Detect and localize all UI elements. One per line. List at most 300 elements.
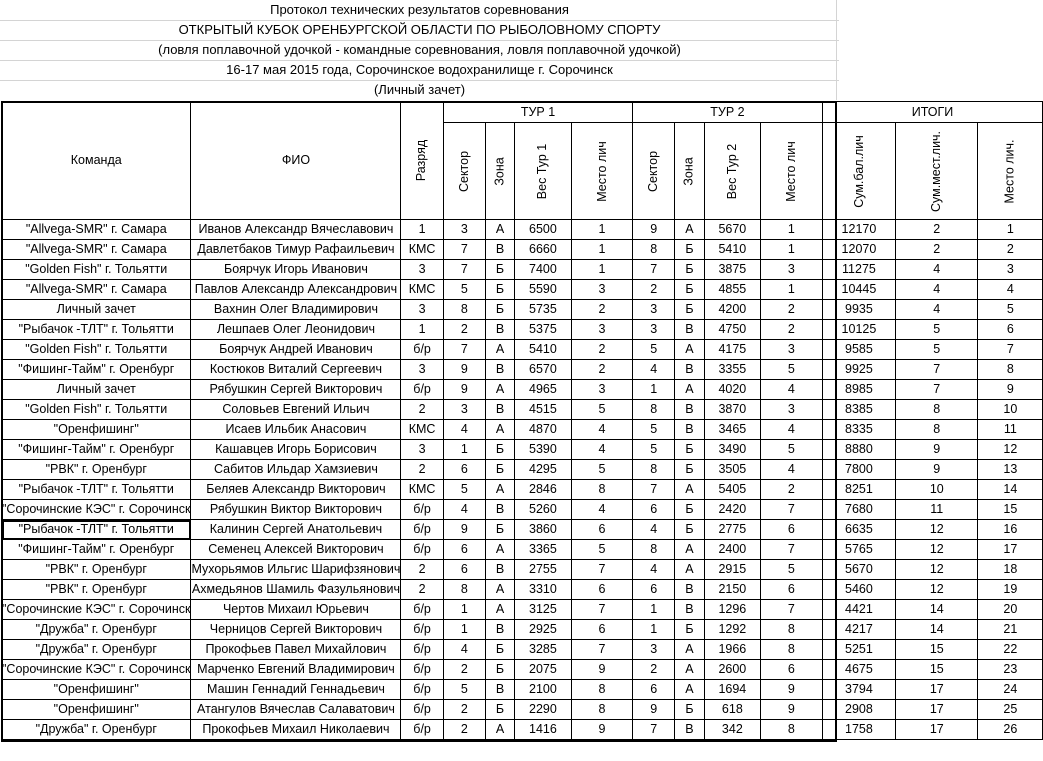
cell-name[interactable]: Боярчук Андрей Иванович [191, 340, 401, 360]
cell-sum-place[interactable]: 14 [896, 600, 978, 620]
cell-sum-place[interactable]: 5 [896, 340, 978, 360]
cell-zone2[interactable]: В [675, 600, 704, 620]
cell-sum-score[interactable]: 9925 [822, 360, 896, 380]
cell-sum-place[interactable]: 10 [896, 480, 978, 500]
cell-team[interactable]: "Фишинг-Тайм" г. Оренбург [2, 360, 191, 380]
cell-team[interactable]: Личный зачет [2, 300, 191, 320]
cell-place1[interactable]: 5 [571, 400, 633, 420]
cell-rank[interactable]: б/р [401, 540, 443, 560]
cell-sum-place[interactable]: 12 [896, 560, 978, 580]
cell-sum-place[interactable]: 12 [896, 540, 978, 560]
cell-sector2[interactable]: 1 [633, 380, 675, 400]
cell-sector2[interactable]: 7 [633, 260, 675, 280]
cell-sector2[interactable]: 6 [633, 500, 675, 520]
cell-name[interactable]: Прокофьев Павел Михайлович [191, 640, 401, 660]
cell-name[interactable]: Семенец Алексей Викторович [191, 540, 401, 560]
cell-sector1[interactable]: 6 [443, 460, 485, 480]
cell-weight2[interactable]: 2150 [704, 580, 760, 600]
cell-weight1[interactable]: 2846 [515, 480, 571, 500]
cell-team[interactable]: "Сорочинские КЭС" г. Сорочинск [2, 500, 191, 520]
cell-team[interactable]: Личный зачет [2, 380, 191, 400]
cell-sector1[interactable]: 2 [443, 320, 485, 340]
cell-sector1[interactable]: 2 [443, 720, 485, 740]
cell-final-place[interactable]: 25 [978, 700, 1043, 720]
cell-place2[interactable]: 1 [761, 280, 823, 300]
cell-weight1[interactable]: 4515 [515, 400, 571, 420]
cell-sector1[interactable]: 5 [443, 280, 485, 300]
cell-rank[interactable]: 2 [401, 560, 443, 580]
cell-rank[interactable]: 1 [401, 220, 443, 240]
cell-final-place[interactable]: 5 [978, 300, 1043, 320]
cell-sum-place[interactable]: 4 [896, 260, 978, 280]
cell-weight1[interactable]: 5260 [515, 500, 571, 520]
cell-sum-score[interactable]: 1758 [822, 720, 896, 740]
cell-zone2[interactable]: В [675, 400, 704, 420]
cell-zone2[interactable]: В [675, 320, 704, 340]
cell-sum-place[interactable]: 15 [896, 660, 978, 680]
cell-sum-place[interactable]: 2 [896, 220, 978, 240]
cell-weight2[interactable]: 4750 [704, 320, 760, 340]
cell-team[interactable]: "Golden Fish" г. Тольятти [2, 260, 191, 280]
cell-name[interactable]: Черницов Сергей Викторович [191, 620, 401, 640]
cell-weight2[interactable]: 3490 [704, 440, 760, 460]
cell-place1[interactable]: 6 [571, 620, 633, 640]
cell-sum-place[interactable]: 7 [896, 360, 978, 380]
cell-sector2[interactable]: 2 [633, 660, 675, 680]
cell-weight1[interactable]: 3125 [515, 600, 571, 620]
cell-sector1[interactable]: 5 [443, 480, 485, 500]
cell-place1[interactable]: 7 [571, 640, 633, 660]
cell-sum-score[interactable]: 8335 [822, 420, 896, 440]
cell-sum-score[interactable]: 2908 [822, 700, 896, 720]
cell-zone2[interactable]: А [675, 540, 704, 560]
cell-final-place[interactable]: 10 [978, 400, 1043, 420]
cell-weight2[interactable]: 1292 [704, 620, 760, 640]
cell-final-place[interactable]: 26 [978, 720, 1043, 740]
cell-zone1[interactable]: В [485, 560, 514, 580]
cell-sector2[interactable]: 5 [633, 340, 675, 360]
cell-zone2[interactable]: А [675, 480, 704, 500]
cell-sector1[interactable]: 4 [443, 500, 485, 520]
cell-team[interactable]: "Фишинг-Тайм" г. Оренбург [2, 440, 191, 460]
cell-sum-place[interactable]: 7 [896, 380, 978, 400]
cell-sum-score[interactable]: 8251 [822, 480, 896, 500]
cell-final-place[interactable]: 16 [978, 520, 1043, 540]
cell-place2[interactable]: 2 [761, 480, 823, 500]
cell-rank[interactable]: КМС [401, 240, 443, 260]
cell-sector2[interactable]: 7 [633, 720, 675, 740]
cell-weight2[interactable]: 1296 [704, 600, 760, 620]
cell-rank[interactable]: б/р [401, 720, 443, 740]
cell-zone1[interactable]: А [485, 420, 514, 440]
cell-zone2[interactable]: Б [675, 520, 704, 540]
cell-zone1[interactable]: В [485, 680, 514, 700]
cell-rank[interactable]: б/р [401, 700, 443, 720]
cell-sector2[interactable]: 9 [633, 700, 675, 720]
cell-place1[interactable]: 6 [571, 520, 633, 540]
cell-sector1[interactable]: 9 [443, 360, 485, 380]
cell-sector2[interactable]: 8 [633, 540, 675, 560]
cell-sum-place[interactable]: 11 [896, 500, 978, 520]
cell-sum-score[interactable]: 5765 [822, 540, 896, 560]
cell-zone2[interactable]: Б [675, 240, 704, 260]
cell-weight2[interactable]: 5410 [704, 240, 760, 260]
cell-place2[interactable]: 9 [761, 700, 823, 720]
cell-weight2[interactable]: 4175 [704, 340, 760, 360]
cell-rank[interactable]: б/р [401, 500, 443, 520]
cell-place2[interactable]: 3 [761, 260, 823, 280]
cell-place1[interactable]: 2 [571, 300, 633, 320]
cell-rank[interactable]: б/р [401, 640, 443, 660]
cell-final-place[interactable]: 14 [978, 480, 1043, 500]
cell-zone1[interactable]: В [485, 400, 514, 420]
cell-final-place[interactable]: 21 [978, 620, 1043, 640]
cell-sum-place[interactable]: 9 [896, 460, 978, 480]
cell-place2[interactable]: 4 [761, 460, 823, 480]
cell-sector1[interactable]: 2 [443, 660, 485, 680]
cell-sector2[interactable]: 4 [633, 560, 675, 580]
cell-zone1[interactable]: А [485, 340, 514, 360]
cell-zone1[interactable]: А [485, 480, 514, 500]
cell-weight2[interactable]: 2420 [704, 500, 760, 520]
cell-sector2[interactable]: 9 [633, 220, 675, 240]
cell-rank[interactable]: КМС [401, 420, 443, 440]
cell-name[interactable]: Рябушкин Виктор Викторович [191, 500, 401, 520]
cell-sector2[interactable]: 5 [633, 440, 675, 460]
cell-team[interactable]: "Рыбачок -ТЛТ" г. Тольятти [2, 480, 191, 500]
cell-team[interactable]: "РВК" г. Оренбург [2, 460, 191, 480]
cell-place1[interactable]: 7 [571, 600, 633, 620]
cell-team[interactable]: "РВК" г. Оренбург [2, 560, 191, 580]
cell-weight1[interactable]: 6660 [515, 240, 571, 260]
cell-name[interactable]: Чертов Михаил Юрьевич [191, 600, 401, 620]
cell-place2[interactable]: 4 [761, 380, 823, 400]
cell-final-place[interactable]: 17 [978, 540, 1043, 560]
cell-place2[interactable]: 6 [761, 660, 823, 680]
cell-sector2[interactable]: 6 [633, 580, 675, 600]
cell-sum-place[interactable]: 2 [896, 240, 978, 260]
cell-place1[interactable]: 2 [571, 340, 633, 360]
cell-zone2[interactable]: Б [675, 440, 704, 460]
cell-zone1[interactable]: А [485, 540, 514, 560]
cell-rank[interactable]: 2 [401, 400, 443, 420]
cell-place1[interactable]: 1 [571, 260, 633, 280]
cell-weight1[interactable]: 2290 [515, 700, 571, 720]
cell-sum-place[interactable]: 8 [896, 420, 978, 440]
cell-zone1[interactable]: А [485, 720, 514, 740]
cell-place1[interactable]: 9 [571, 660, 633, 680]
cell-weight2[interactable]: 342 [704, 720, 760, 740]
cell-zone1[interactable]: Б [485, 260, 514, 280]
cell-zone1[interactable]: Б [485, 460, 514, 480]
cell-final-place[interactable]: 22 [978, 640, 1043, 660]
cell-zone1[interactable]: Б [485, 640, 514, 660]
cell-rank[interactable]: 1 [401, 320, 443, 340]
cell-weight2[interactable]: 2915 [704, 560, 760, 580]
cell-place2[interactable]: 7 [761, 600, 823, 620]
cell-zone1[interactable]: В [485, 500, 514, 520]
cell-place2[interactable]: 7 [761, 540, 823, 560]
cell-place2[interactable]: 9 [761, 680, 823, 700]
cell-place1[interactable]: 4 [571, 440, 633, 460]
cell-rank[interactable]: б/р [401, 600, 443, 620]
cell-sector1[interactable]: 2 [443, 700, 485, 720]
cell-sum-score[interactable]: 4421 [822, 600, 896, 620]
cell-team[interactable]: "Фишинг-Тайм" г. Оренбург [2, 540, 191, 560]
cell-weight1[interactable]: 2925 [515, 620, 571, 640]
cell-sector2[interactable]: 3 [633, 640, 675, 660]
cell-rank[interactable]: б/р [401, 520, 443, 540]
cell-place2[interactable]: 8 [761, 640, 823, 660]
cell-zone1[interactable]: Б [485, 280, 514, 300]
cell-team[interactable]: "Дружба" г. Оренбург [2, 720, 191, 740]
cell-weight2[interactable]: 3505 [704, 460, 760, 480]
cell-sector2[interactable]: 6 [633, 680, 675, 700]
cell-place1[interactable]: 7 [571, 560, 633, 580]
cell-weight1[interactable]: 5410 [515, 340, 571, 360]
cell-place2[interactable]: 2 [761, 300, 823, 320]
cell-weight1[interactable]: 3310 [515, 580, 571, 600]
cell-weight1[interactable]: 2100 [515, 680, 571, 700]
cell-final-place[interactable]: 2 [978, 240, 1043, 260]
cell-zone1[interactable]: Б [485, 440, 514, 460]
cell-name[interactable]: Иванов Александр Вячеславович [191, 220, 401, 240]
cell-sum-score[interactable]: 5251 [822, 640, 896, 660]
cell-team[interactable]: "Golden Fish" г. Тольятти [2, 340, 191, 360]
cell-place1[interactable]: 1 [571, 240, 633, 260]
cell-zone2[interactable]: В [675, 720, 704, 740]
cell-weight2[interactable]: 4855 [704, 280, 760, 300]
cell-sum-score[interactable]: 9935 [822, 300, 896, 320]
cell-name[interactable]: Боярчук Игорь Иванович [191, 260, 401, 280]
cell-weight2[interactable]: 2400 [704, 540, 760, 560]
cell-place1[interactable]: 3 [571, 380, 633, 400]
cell-sum-place[interactable]: 8 [896, 400, 978, 420]
cell-sector1[interactable]: 7 [443, 240, 485, 260]
cell-zone2[interactable]: Б [675, 300, 704, 320]
cell-final-place[interactable]: 4 [978, 280, 1043, 300]
cell-name[interactable]: Вахнин Олег Владимирович [191, 300, 401, 320]
cell-sector1[interactable]: 3 [443, 400, 485, 420]
cell-sector2[interactable]: 3 [633, 300, 675, 320]
cell-sum-place[interactable]: 17 [896, 720, 978, 740]
cell-team[interactable]: "Оренфишинг" [2, 420, 191, 440]
cell-team[interactable]: "Оренфишинг" [2, 700, 191, 720]
cell-place2[interactable]: 5 [761, 360, 823, 380]
cell-weight2[interactable]: 1966 [704, 640, 760, 660]
cell-team[interactable]: "РВК" г. Оренбург [2, 580, 191, 600]
cell-weight2[interactable]: 3875 [704, 260, 760, 280]
cell-zone1[interactable]: В [485, 240, 514, 260]
cell-place2[interactable]: 8 [761, 720, 823, 740]
cell-weight1[interactable]: 3860 [515, 520, 571, 540]
cell-weight1[interactable]: 3285 [515, 640, 571, 660]
cell-place2[interactable]: 8 [761, 620, 823, 640]
cell-team[interactable]: "Allvega-SMR" г. Самара [2, 220, 191, 240]
cell-sum-place[interactable]: 12 [896, 580, 978, 600]
cell-place2[interactable]: 1 [761, 240, 823, 260]
cell-sum-score[interactable]: 3794 [822, 680, 896, 700]
cell-sum-score[interactable]: 8985 [822, 380, 896, 400]
cell-zone2[interactable]: Б [675, 280, 704, 300]
cell-place2[interactable]: 4 [761, 420, 823, 440]
cell-sector2[interactable]: 7 [633, 480, 675, 500]
cell-sector1[interactable]: 9 [443, 520, 485, 540]
cell-place1[interactable]: 8 [571, 480, 633, 500]
cell-sector1[interactable]: 1 [443, 440, 485, 460]
cell-name[interactable]: Атангулов Вячеслав Салаватович [191, 700, 401, 720]
cell-sector1[interactable]: 6 [443, 560, 485, 580]
cell-zone2[interactable]: Б [675, 460, 704, 480]
cell-zone1[interactable]: А [485, 580, 514, 600]
cell-final-place[interactable]: 19 [978, 580, 1043, 600]
cell-final-place[interactable]: 11 [978, 420, 1043, 440]
cell-sum-score[interactable]: 5670 [822, 560, 896, 580]
cell-sector2[interactable]: 8 [633, 460, 675, 480]
cell-sum-score[interactable]: 8880 [822, 440, 896, 460]
cell-sector1[interactable]: 4 [443, 420, 485, 440]
cell-name[interactable]: Павлов Александр Александрович [191, 280, 401, 300]
cell-zone2[interactable]: В [675, 580, 704, 600]
cell-zone2[interactable]: Б [675, 620, 704, 640]
cell-weight1[interactable]: 3365 [515, 540, 571, 560]
cell-zone2[interactable]: А [675, 640, 704, 660]
cell-sector2[interactable]: 3 [633, 320, 675, 340]
cell-place1[interactable]: 5 [571, 460, 633, 480]
cell-sum-score[interactable]: 11275 [822, 260, 896, 280]
cell-weight2[interactable]: 3870 [704, 400, 760, 420]
cell-weight2[interactable]: 1694 [704, 680, 760, 700]
cell-rank[interactable]: 2 [401, 460, 443, 480]
cell-sector1[interactable]: 5 [443, 680, 485, 700]
cell-zone1[interactable]: В [485, 360, 514, 380]
cell-sector2[interactable]: 8 [633, 240, 675, 260]
cell-name[interactable]: Давлетбаков Тимур Рафаильевич [191, 240, 401, 260]
cell-final-place[interactable]: 7 [978, 340, 1043, 360]
cell-rank[interactable]: б/р [401, 680, 443, 700]
cell-zone2[interactable]: А [675, 220, 704, 240]
cell-sum-place[interactable]: 15 [896, 640, 978, 660]
cell-place1[interactable]: 5 [571, 540, 633, 560]
cell-weight1[interactable]: 4870 [515, 420, 571, 440]
cell-zone2[interactable]: А [675, 680, 704, 700]
cell-zone2[interactable]: А [675, 660, 704, 680]
cell-team[interactable]: "Оренфишинг" [2, 680, 191, 700]
cell-sum-score[interactable]: 12170 [822, 220, 896, 240]
cell-rank[interactable]: 2 [401, 580, 443, 600]
cell-weight1[interactable]: 1416 [515, 720, 571, 740]
cell-team[interactable]: "Дружба" г. Оренбург [2, 620, 191, 640]
cell-weight1[interactable]: 6570 [515, 360, 571, 380]
cell-zone2[interactable]: Б [675, 500, 704, 520]
cell-weight1[interactable]: 4295 [515, 460, 571, 480]
cell-rank[interactable]: 3 [401, 300, 443, 320]
cell-place2[interactable]: 5 [761, 440, 823, 460]
cell-sum-place[interactable]: 17 [896, 700, 978, 720]
cell-sector2[interactable]: 5 [633, 420, 675, 440]
cell-place1[interactable]: 4 [571, 420, 633, 440]
cell-rank[interactable]: б/р [401, 660, 443, 680]
cell-weight1[interactable]: 5390 [515, 440, 571, 460]
cell-place2[interactable]: 6 [761, 580, 823, 600]
cell-name[interactable]: Кашавцев Игорь Борисович [191, 440, 401, 460]
cell-sum-score[interactable]: 4675 [822, 660, 896, 680]
cell-final-place[interactable]: 13 [978, 460, 1043, 480]
cell-zone2[interactable]: Б [675, 700, 704, 720]
cell-sum-score[interactable]: 7680 [822, 500, 896, 520]
cell-zone2[interactable]: В [675, 420, 704, 440]
cell-zone1[interactable]: Б [485, 700, 514, 720]
cell-team[interactable]: "Сорочинские КЭС" г. Сорочинск [2, 660, 191, 680]
cell-sum-score[interactable]: 12070 [822, 240, 896, 260]
cell-rank[interactable]: КМС [401, 480, 443, 500]
cell-name[interactable]: Соловьев Евгений Ильич [191, 400, 401, 420]
cell-name[interactable]: Машин Геннадий Геннадьевич [191, 680, 401, 700]
cell-rank[interactable]: 3 [401, 360, 443, 380]
cell-rank[interactable]: б/р [401, 380, 443, 400]
cell-zone1[interactable]: Б [485, 520, 514, 540]
cell-final-place[interactable]: 9 [978, 380, 1043, 400]
cell-place2[interactable]: 2 [761, 320, 823, 340]
cell-final-place[interactable]: 15 [978, 500, 1043, 520]
cell-zone1[interactable]: А [485, 380, 514, 400]
cell-weight2[interactable]: 618 [704, 700, 760, 720]
cell-name[interactable]: Мухорьямов Ильгис Шарифзянович [191, 560, 401, 580]
cell-weight2[interactable]: 2600 [704, 660, 760, 680]
cell-sum-score[interactable]: 10125 [822, 320, 896, 340]
cell-final-place[interactable]: 20 [978, 600, 1043, 620]
cell-name[interactable]: Исаев Ильбик Анасович [191, 420, 401, 440]
cell-zone2[interactable]: Б [675, 260, 704, 280]
cell-final-place[interactable]: 3 [978, 260, 1043, 280]
cell-sum-score[interactable]: 8385 [822, 400, 896, 420]
cell-weight2[interactable]: 4020 [704, 380, 760, 400]
cell-zone2[interactable]: В [675, 360, 704, 380]
cell-sum-score[interactable]: 5460 [822, 580, 896, 600]
cell-weight1[interactable]: 4965 [515, 380, 571, 400]
cell-weight2[interactable]: 5670 [704, 220, 760, 240]
cell-place2[interactable]: 5 [761, 560, 823, 580]
cell-weight1[interactable]: 5375 [515, 320, 571, 340]
cell-name[interactable]: Беляев Александр Викторович [191, 480, 401, 500]
cell-team[interactable]: "Рыбачок -ТЛТ" г. Тольятти [2, 520, 191, 540]
cell-name[interactable]: Лешпаев Олег Леонидович [191, 320, 401, 340]
cell-team[interactable]: "Дружба" г. Оренбург [2, 640, 191, 660]
cell-name[interactable]: Марченко Евгений Владимирович [191, 660, 401, 680]
cell-place1[interactable]: 4 [571, 500, 633, 520]
cell-rank[interactable]: б/р [401, 620, 443, 640]
cell-place2[interactable]: 3 [761, 340, 823, 360]
cell-zone1[interactable]: Б [485, 300, 514, 320]
cell-place2[interactable]: 3 [761, 400, 823, 420]
cell-place1[interactable]: 9 [571, 720, 633, 740]
cell-sum-place[interactable]: 17 [896, 680, 978, 700]
cell-weight1[interactable]: 7400 [515, 260, 571, 280]
cell-sector1[interactable]: 3 [443, 220, 485, 240]
cell-name[interactable]: Ахмедьянов Шамиль Фазульянович [191, 580, 401, 600]
cell-name[interactable]: Сабитов Ильдар Хамзиевич [191, 460, 401, 480]
cell-name[interactable]: Калинин Сергей Анатольевич [191, 520, 401, 540]
cell-weight1[interactable]: 5735 [515, 300, 571, 320]
cell-sum-score[interactable]: 9585 [822, 340, 896, 360]
cell-final-place[interactable]: 1 [978, 220, 1043, 240]
cell-sector1[interactable]: 6 [443, 540, 485, 560]
cell-place2[interactable]: 6 [761, 520, 823, 540]
cell-rank[interactable]: КМС [401, 280, 443, 300]
cell-final-place[interactable]: 24 [978, 680, 1043, 700]
cell-place1[interactable]: 1 [571, 220, 633, 240]
cell-final-place[interactable]: 8 [978, 360, 1043, 380]
